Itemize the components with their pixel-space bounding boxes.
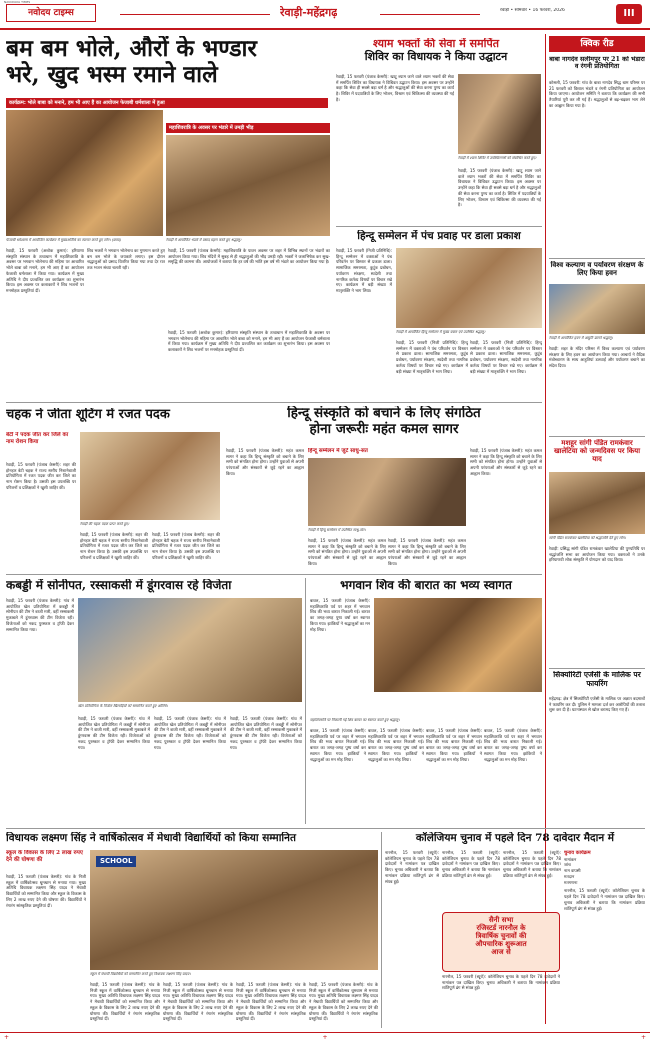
divider [549,258,645,259]
sammelan-body-col3: रेवाड़ी, 15 फरवरी (निजी प्रतिनिधि): हिन्दू सम्मेलन में वक्ताओं ने पंच परिवर्तन पर विस्तार से प्रकाश डाला। सामाजिक समरसता, कुटुंब प्रबोधन, पर्यावरण संरक्षण, स्वदेशी तथा नागरिक कर्तव्य विषयों पर विचार रखे गए। कार्यक्रम में बड़ी संख्या में मातृशक्ति ने भाग लिया। [470,340,542,374]
kabaddi-body-col3: रेवाड़ी, 15 फरवरी (पंजाब केसरी): गांव में आयोजित खेल प्रतियोगिता में कबड्डी में सोनीपत की टीम ने बाजी मारी, वहीं रस्साकसी मुकाबले में डूंगरवास की टीम विजेता रही। विजेताओं को नकद पुरस्कार व ट्रॉफी देकर सम्मानित किया गया। [154,716,226,750]
sanskriti-body: रेवाड़ी, 15 फरवरी (पंजाब केसरी): महंत कमल सागर ने कहा कि हिन्दू संस्कृति को बचाने के लिए सभी को संगठित होना होगा। उन्होंने युवाओं से अपनी परंपराओं और संस्कारों से जुड़े रहने का आह्वान किया। [226,448,304,476]
registration-mark-center: + [322,1033,328,1041]
lead-photo-right [166,135,330,236]
sidebar-item2-head: विश्व कल्याण व पर्यावरण संरक्षण के लिए किया हवन [550,261,644,278]
vidhayak-body-col3: रेवाड़ी, 15 फरवरी (पंजाब केसरी): गांव के निजी स्कूल में वार्षिकोत्सव धूमधाम से मनाया गया। मुख्य अतिथि विधायक लक्ष्मण सिंह यादव ने मेधावी विद्यार्थियों को सम्मानित किया और स्कूल के विकास के लिए 2 लाख रुपए देने की घोषणा की। विद्यार्थियों ने रंगारंग सांस्कृतिक प्रस्तुतियां दीं। [163,982,233,1022]
list-item: मतदान [564,873,575,879]
divider [549,668,645,669]
lead-headline [6,36,331,89]
sidebar-header: क्विक रीड [549,36,645,52]
shiv-barat-body-col5: बावल, 15 फरवरी (पंजाब केसरी): महाशिवरात्रि पर्व पर शहर में भगवान शिव की भव्य बारात निकाली गई। बारात का जगह-जगह पुष्प वर्षा कर स्वागत किया गया। झांकियों ने श्रद्धालुओं का मन मोह लिया। [484,728,542,762]
shooting-body: रेवाड़ी, 15 फरवरी (पंजाब केसरी): शहर की होनहार बेटी चहक ने राज्य स्तरीय निशानेबाजी प्रतियोगिता में रजत पदक जीत कर जिले का नाम रोशन किया है। उसकी इस उपलब्धि पर परिजनों व प्रशिक्षकों ने खुशी जाहिर की। [6,462,76,490]
divider [381,832,382,1028]
list-item: जांच [564,862,571,868]
shyam-headline-line1: श्याम भक्तों की सेवा में समर्पित [372,38,500,50]
shyam-headline-line2: शिविर का विधायक ने किया उद्घाटन [364,49,508,63]
vidhayak-body: रेवाड़ी, 15 फरवरी (पंजाब केसरी): गांव के निजी स्कूल में वार्षिकोत्सव धूमधाम से मनाया गया। मुख्य अतिथि विधायक लक्ष्मण सिंह यादव ने मेधावी विद्यार्थियों को सम्मानित किया और स्कूल के विकास के लिए 2 लाख रुपए देने की घोषणा की। विद्यार्थियों ने रंगारंग सांस्कृतिक प्रस्तुतियां दीं। [6,874,86,908]
shooting-body-col2: रेवाड़ी, 15 फरवरी (पंजाब केसरी): शहर की होनहार बेटी चहक ने राज्य स्तरीय निशानेबाजी प्रतियोगिता में रजत पदक जीत कर जिले का नाम रोशन किया है। उसकी इस उपलब्धि पर परिजनों व प्रशिक्षकों ने खुशी जाहिर की। [80,532,148,560]
sanskriti-body-col4: रेवाड़ी, 15 फरवरी (पंजाब केसरी): महंत कमल सागर ने कहा कि हिन्दू संस्कृति को बचाने के लिए सभी को संगठित होना होगा। उन्होंने युवाओं से अपनी परंपराओं और संस्कारों से जुड़े रहने का आह्वान किया। [470,448,542,476]
divider [6,574,542,575]
dateline: रेवाड़ी • सोमवार • 16 फरवरी, 2026 [500,8,565,13]
shiv-barat-headline: भगवान शिव की बारात का भव्य स्वागत [340,579,512,592]
divider [6,402,542,403]
sidebar-item3-head: मशहूर सांगी पंडित रामकंवार खालेटिया को जन्मदिवस पर किया याद [553,439,641,464]
divider [336,226,542,227]
shyam-caption: रेवाड़ी में श्याम शिविर में उपस्थितगणों को संबोधित करते हुए। [458,156,537,160]
list-item: मतगणना [564,879,578,885]
pullquote-line1: सैनी सभा [488,915,514,924]
pullquote-line5: आज से [491,947,511,957]
registration-mark-left: + [4,1033,10,1041]
kabaddi-body-col2: रेवाड़ी, 15 फरवरी (पंजाब केसरी): गांव में आयोजित खेल प्रतियोगिता में कबड्डी में सोनीपत की टीम ने बाजी मारी, वहीं रस्साकसी मुकाबले में डूंगरवास की टीम विजेता रही। विजेताओं को नकद पुरस्कार व ट्रॉफी देकर सम्मानित किया गया। [78,716,150,750]
college-headline: कॉलेजियम चुनाव में पहले दिन 78 दावेदार मैदान में [415,832,615,844]
sanskriti-subhead: हिन्दू सम्मेलन में जुटे साधु-संत [308,448,368,454]
college-list [564,850,645,1028]
sanskriti-headline-line1: हिन्दू संस्कृति को बचाने के लिए संगठित [287,406,481,421]
lead-body-col2: शिव भक्तों ने भगवान भोलेनाथ का गुणगान करते हुए बम बम भोले के जयकारे लगाए। इस दौरान श्रद्धालुओं को प्रसाद वितरित किया गया तथा देर रात तक भजन संध्या चलती रही। [87,248,165,271]
sammelan-caption: रेवाड़ी में आयोजित हिन्दू सम्मेलन में मुख्य वक्ता एवं उपस्थित श्रद्धालु। [396,330,486,334]
lead-body-col1: रेवाड़ी, 15 फरवरी (अशोक कुमार): हरियाणा संस्कृति संस्थान के तत्वाधान में महाशिवरात्रि के अवसर पर भगवान भोलेनाथ की महिमा पर आधारित भोले बाबा को मनाने, हम भी आए हैं का आयोजन फेजाबी धर्मशाला में किया गया। कार्यक्रम में मुख्य अतिथि ने दीप प्रज्वलित कर कार्यक्रम का शुभारंभ किया। इस अवसर पर कलाकारों ने शिव भजनों पर मनमोहक प्रस्तुतियां दीं। [6,248,84,294]
kabaddi-body: रेवाड़ी, 15 फरवरी (पंजाब केसरी): गांव में आयोजित खेल प्रतियोगिता में कबड्डी में सोनीपत की टीम ने बाजी मारी, वहीं रस्साकसी मुकाबले में डूंगरवास की टीम विजेता रही। विजेताओं को नकद पुरस्कार व ट्रॉफी देकर सम्मानित किया गया। [6,598,74,632]
lead-caption-right: रेवाड़ी में आयोजित भंडारे में प्रसाद ग्रहण करते हुए श्रद्धालु। [166,238,242,242]
sidebar-item4-head: सिक्योरिटी एजेंसी के मालिक पर फायरिंग [553,671,641,688]
college-body-col4: नारनौल, 15 फरवरी (ब्यूरो): कॉलेजियम चुनाव के पहले दिन 78 दावेदारों ने नामांकन पत्र दाखिल किए। चुनाव अधिकारी ने बताया कि नामांकन प्रक्रिया शांतिपूर्ण ढंग से संपन्न हुई। [442,974,560,991]
sammelan-photo [396,248,542,328]
divider [549,436,645,437]
shiv-barat-body-col2: बावल, 15 फरवरी (पंजाब केसरी): महाशिवरात्रि पर्व पर शहर में भगवान शिव की भव्य बारात निकाली गई। बारात का जगह-जगह पुष्प वर्षा कर स्वागत किया गया। झांकियों ने श्रद्धालुओं का मन मोह लिया। [310,728,366,762]
lead-subhead-right: महाशिवरात्रि के अवसर पर भंडारे में उमड़ी भीड़ [166,123,330,133]
sidebar-item1-head: बाबा नागदेव सलीमपुर पर 21 को भंडारा व रंगनी प्रतियोगिता [549,56,645,71]
sammelan-headline: हिन्दू सम्मेलन में पंच प्रवाह पर डाला प्रकाश [357,230,521,242]
sanskriti-headline [226,406,542,437]
vidhayak-subhead: स्कूल के विकास के लिए 2 लाख रुपए देने की घोषणा की [6,850,83,864]
sanskriti-body-col2: रेवाड़ी, 15 फरवरी (पंजाब केसरी): महंत कमल सागर ने कहा कि हिन्दू संस्कृति को बचाने के लिए सभी को संगठित होना होगा। उन्होंने युवाओं से अपनी परंपराओं और संस्कारों से जुड़े रहने का आह्वान किया। [308,538,386,566]
college-pullquote [442,912,560,972]
list-item: नामांकन [564,856,577,862]
kabaddi-caption: खेल प्रतियोगिता के विजेता खिलाड़ियों को सम्मानित करते हुए अतिथि। [78,704,168,708]
lead-photo-left [6,110,163,236]
divider [6,828,645,829]
shooting-photo [80,432,220,520]
vidhayak-photo [90,850,378,970]
page-number: III [616,4,642,24]
header-rule-left [120,14,270,15]
vidhayak-body-col2: रेवाड़ी, 15 फरवरी (पंजाब केसरी): गांव के निजी स्कूल में वार्षिकोत्सव धूमधाम से मनाया गया। मुख्य अतिथि विधायक लक्ष्मण सिंह यादव ने मेधावी विद्यार्थियों को सम्मानित किया और स्कूल के विकास के लिए 2 लाख रुपए देने की घोषणा की। विद्यार्थियों ने रंगारंग सांस्कृतिक प्रस्तुतियां दीं। [90,982,160,1022]
kabaddi-body-col4: रेवाड़ी, 15 फरवरी (पंजाब केसरी): गांव में आयोजित खेल प्रतियोगिता में कबड्डी में सोनीपत की टीम ने बाजी मारी, वहीं रस्साकसी मुकाबले में डूंगरवास की टीम विजेता रही। विजेताओं को नकद पुरस्कार व ट्रॉफी देकर सम्मानित किया गया। [230,716,302,750]
header-rule-right [380,14,480,15]
sidebar-item4-body: महेंद्रगढ़: क्षेत्र में सिक्योरिटी एजेंसी के मालिक पर अज्ञात बदमाशों ने फायरिंग कर दी। पुलिस ने मामला दर्ज कर आरोपियों की तलाश शुरू कर दी है। घटनास्थल से खोल बरामद किए गए हैं। [549,696,645,713]
college-body-col3: नारनौल, 15 फरवरी (ब्यूरो): कॉलेजियम चुनाव के पहले दिन 78 दावेदारों ने नामांकन पत्र दाखिल किए। चुनाव अधिकारी ने बताया कि नामांकन प्रक्रिया शांतिपूर्ण ढंग से संपन्न हुई। [503,850,561,878]
pullquote-line4: औपचारिक शुरूआत [475,939,527,949]
shiv-barat-body-col3: बावल, 15 फरवरी (पंजाब केसरी): महाशिवरात्रि पर्व पर शहर में भगवान शिव की भव्य बारात निकाली गई। बारात का जगह-जगह पुष्प वर्षा कर स्वागत किया गया। झांकियों ने श्रद्धालुओं का मन मोह लिया। [368,728,424,762]
sanskriti-headline-line2: होना जरूरीः महंत कमल सागर [309,420,459,437]
list-item: नाम वापसी [564,868,581,874]
divider [305,578,306,824]
masthead-logo: नवोदय टाइम्स [6,4,96,22]
shyam-headline [336,38,536,63]
lead-headline-line2: भरे, खुद भस्म रमाने वाले [6,61,218,89]
shooting-body-col3: रेवाड़ी, 15 फरवरी (पंजाब केसरी): शहर की होनहार बेटी चहक ने राज्य स्तरीय निशानेबाजी प्रतियोगिता में रजत पदक जीत कर जिले का नाम रोशन किया है। उसकी इस उपलब्धि पर परिजनों व प्रशिक्षकों ने खुशी जाहिर की। [152,532,220,560]
vidhayak-headline: विधायक लक्ष्मण सिंह ने वार्षिकोत्सव में मेधावी विद्यार्थियों को किया सम्मानित [6,832,296,844]
vidhayak-body-col4: रेवाड़ी, 15 फरवरी (पंजाब केसरी): गांव के निजी स्कूल में वार्षिकोत्सव धूमधाम से मनाया गया। मुख्य अतिथि विधायक लक्ष्मण सिंह यादव ने मेधावी विद्यार्थियों को सम्मानित किया और स्कूल के विकास के लिए 2 लाख रुपए देने की घोषणा की। विद्यार्थियों ने रंगारंग सांस्कृतिक प्रस्तुतियां दीं। [236,982,306,1022]
sidebar-item2-caption: रेवाड़ी में आयोजित हवन में आहुति डालते श्रद्धालु। [549,336,613,340]
shyam-body: रेवाड़ी, 15 फरवरी (पंजाब केसरी): खाटू श्याम जाने वाले श्याम भक्तों की सेवा में समर्पित शिविर का विधायक ने विधिवत उद्घाटन किया। इस अवसर पर उन्होंने कहा कि सेवा ही सबसे बड़ा धर्म है और श्रद्धालुओं की सेवा करना पुण्य का कार्य है। शिविर में पदयात्रियों के लिए भोजन, विश्राम एवं चिकित्सा की व्यवस्था की गई है। [336,74,454,102]
school-sign: SCHOOL [96,856,136,867]
sanskriti-caption: रेवाड़ी में हिन्दू सम्मेलन में उपस्थित साधु-संत। [308,528,366,532]
section-title: रेवाड़ी-महेंद्रगढ़ [280,6,338,19]
college-body-col2: नारनौल, 15 फरवरी (ब्यूरो): कॉलेजियम चुनाव के पहले दिन 78 दावेदारों ने नामांकन पत्र दाखिल किए। चुनाव अधिकारी ने बताया कि नामांकन प्रक्रिया शांतिपूर्ण ढंग से संपन्न हुई। [442,850,500,878]
kabaddi-headline: कबड्डी में सोनीपत, रस्साकसी में डूंगरवास रहे विजेता [6,579,232,592]
page-footer [0,1032,650,1043]
lead-subhead-left: कार्यक्रम: भोले बाबा को मनाने, हम भी आए हैं का आयोजन फेजाबी धर्मशाला में हुआ [6,98,328,108]
shooting-caption: रेवाड़ी की चहक पदक प्राप्त करते हुए। [80,522,130,526]
shyam-body-cont: रेवाड़ी, 15 फरवरी (पंजाब केसरी): खाटू श्याम जाने वाले श्याम भक्तों की सेवा में समर्पित शिविर का विधायक ने विधिवत उद्घाटन किया। इस अवसर पर उन्होंने कहा कि सेवा ही सबसे बड़ा धर्म है और श्रद्धालुओं की सेवा करना पुण्य का कार्य है। शिविर में पदयात्रियों के लिए भोजन, विश्राम एवं चिकित्सा की व्यवस्था की गई है। [458,168,541,208]
shiv-barat-body-col4: बावल, 15 फरवरी (पंजाब केसरी): महाशिवरात्रि पर्व पर शहर में भगवान शिव की भव्य बारात निकाली गई। बारात का जगह-जगह पुष्प वर्षा कर स्वागत किया गया। झांकियों ने श्रद्धालुओं का मन मोह लिया। [426,728,482,762]
sidebar-item2-photo [549,284,645,334]
top-label: NAVODAYA TIMES [4,0,31,4]
lead-headline-line1: बम बम भोले, औरों के भण्डार [6,36,257,62]
sidebar-item3-photo [549,472,645,534]
shyam-photo [458,74,541,154]
registration-mark-right: + [640,1033,646,1041]
pullquote-line3: त्रिवार्षिक चुनावों की [475,931,527,941]
vidhayak-caption: स्कूल में मेधावी विद्यार्थियों को सम्मानित करते हुए विधायक लक्ष्मण सिंह यादव। [90,972,191,976]
page-header [0,0,650,30]
college-list-body: नारनौल, 15 फरवरी (ब्यूरो): कॉलेजियम चुनाव के पहले दिन 78 दावेदारों ने नामांकन पत्र दाखिल किए। चुनाव अधिकारी ने बताया कि नामांकन प्रक्रिया शांतिपूर्ण ढंग से संपन्न हुई। [564,888,645,911]
sammelan-body-col2: रेवाड़ी, 15 फरवरी (निजी प्रतिनिधि): हिन्दू सम्मेलन में वक्ताओं ने पंच परिवर्तन पर विस्तार से प्रकाश डाला। सामाजिक समरसता, कुटुंब प्रबोधन, पर्यावरण संरक्षण, स्वदेशी तथा नागरिक कर्तव्य विषयों पर विचार रखे गए। कार्यक्रम में बड़ी संख्या में मातृशक्ति ने भाग लिया। [396,340,468,374]
sidebar-item1-body: कोसली, 15 फरवरी: गांव के बाबा नागदेव सिद्ध धाम परिसर पर 21 फरवरी को विशाल भंडारे व रंगनी प्रतियोगिता का आयोजन किया जाएगा। आयोजन समिति ने बताया कि कार्यक्रम की सभी तैयारियां पूरी कर ली गई हैं। श्रद्धालुओं से बढ़-चढ़कर भाग लेने का आह्वान किया गया है। [549,80,645,108]
vidhayak-body-col5: रेवाड़ी, 15 फरवरी (पंजाब केसरी): गांव के निजी स्कूल में वार्षिकोत्सव धूमधाम से मनाया गया। मुख्य अतिथि विधायक लक्ष्मण सिंह यादव ने मेधावी विद्यार्थियों को सम्मानित किया और स्कूल के विकास के लिए 2 लाख रुपए देने की घोषणा की। विद्यार्थियों ने रंगारंग सांस्कृतिक प्रस्तुतियां दीं। [309,982,378,1022]
pullquote-line2: रजिस्टर्ड नारनौल के [476,923,526,933]
shiv-barat-photo [374,598,542,692]
kabaddi-photo [78,598,302,702]
lead-body-col4: रेवाड़ी, 15 फरवरी (अशोक कुमार): हरियाणा संस्कृति संस्थान के तत्वाधान में महाशिवरात्रि के अवसर पर भगवान भोलेनाथ की महिमा पर आधारित भोले बाबा को मनाने, हम भी आए हैं का आयोजन फेजाबी धर्मशाला में किया गया। कार्यक्रम में मुख्य अतिथि ने दीप प्रज्वलित कर कार्यक्रम का शुभारंभ किया। इस अवसर पर कलाकारों ने शिव भजनों पर मनमोहक प्रस्तुतियां दीं। [168,330,330,353]
shiv-barat-body: बावल, 15 फरवरी (पंजाब केसरी): महाशिवरात्रि पर्व पर शहर में भगवान शिव की भव्य बारात निकाली गई। बारात का जगह-जगह पुष्प वर्षा कर स्वागत किया गया। झांकियों ने श्रद्धालुओं का मन मोह लिया। [310,598,370,632]
sammelan-body: रेवाड़ी, 15 फरवरी (निजी प्रतिनिधि): हिन्दू सम्मेलन में वक्ताओं ने पंच परिवर्तन पर विस्तार से प्रकाश डाला। सामाजिक समरसता, कुटुंब प्रबोधन, पर्यावरण संरक्षण, स्वदेशी तथा नागरिक कर्तव्य विषयों पर विचार रखे गए। कार्यक्रम में बड़ी संख्या में मातृशक्ति ने भाग लिया। [336,248,392,294]
shiv-barat-caption: महाशिवरात्रि पर निकाली गई शिव बारात का स्वागत करते हुए श्रद्धालु। [310,718,400,722]
shooting-headline: चहक ने जीता शूटिंग में रजत पदक [6,408,170,422]
college-list-head: चुनाव कार्यक्रम [564,850,591,856]
lead-body-col3: रेवाड़ी, 15 फरवरी (पंजाब केसरी): महाशिवरात्रि के पावन अवसर पर शहर में विभिन्न स्थानों पर भंडारों का आयोजन किया गया। शिव मंदिरों में सुबह से ही श्रद्धालुओं की भीड़ उमड़ी रही। भक्तों ने जलाभिषेक कर सुख-समृद्धि की कामना की। आयोजकों ने बताया कि हर वर्ष की भांति इस वर्ष भी भंडारे का आयोजन किया गया है। [168,248,330,265]
college-body: नारनौल, 15 फरवरी (ब्यूरो): कॉलेजियम चुनाव के पहले दिन 78 दावेदारों ने नामांकन पत्र दाखिल किए। चुनाव अधिकारी ने बताया कि नामांकन प्रक्रिया शांतिपूर्ण ढंग से संपन्न हुई। [385,850,439,884]
shooting-subhead: बेटी ने पदक जीत कर जिले का नाम रोशन किया [6,432,69,446]
sidebar-item3-body: रेवाड़ी: प्रसिद्ध सांगी पंडित रामकंवार खालेटिया की पुण्यतिथि पर श्रद्धांजलि सभा का आयोजन किया गया। वक्ताओं ने उनके हरियाणवी लोक संस्कृति में योगदान को याद किया। [549,546,645,563]
sanskriti-photo [308,458,466,526]
sidebar-item2-body: रेवाड़ी: शहर के मंदिर परिसर में विश्व कल्याण एवं पर्यावरण संरक्षण के लिए हवन का आयोजन किया गया। आचार्य ने वैदिक मंत्रोच्चारण के साथ आहुतियां डलवाईं और पर्यावरण बचाने का संदेश दिया। [549,346,645,369]
sanskriti-body-col3: रेवाड़ी, 15 फरवरी (पंजाब केसरी): महंत कमल सागर ने कहा कि हिन्दू संस्कृति को बचाने के लिए सभी को संगठित होना होगा। उन्होंने युवाओं से अपनी परंपराओं और संस्कारों से जुड़े रहने का आह्वान किया। [388,538,466,566]
sidebar-item3-caption: सांगी पंडित रामकंवार खालेटिया को श्रद्धांजलि देते हुए लोग। [549,536,626,540]
lead-caption-left: फेजाबी धर्मशाला में आयोजित कार्यक्रम में मुख्यअतिथि का स्वागत करते हुए लोग। (छाया) [6,238,122,242]
